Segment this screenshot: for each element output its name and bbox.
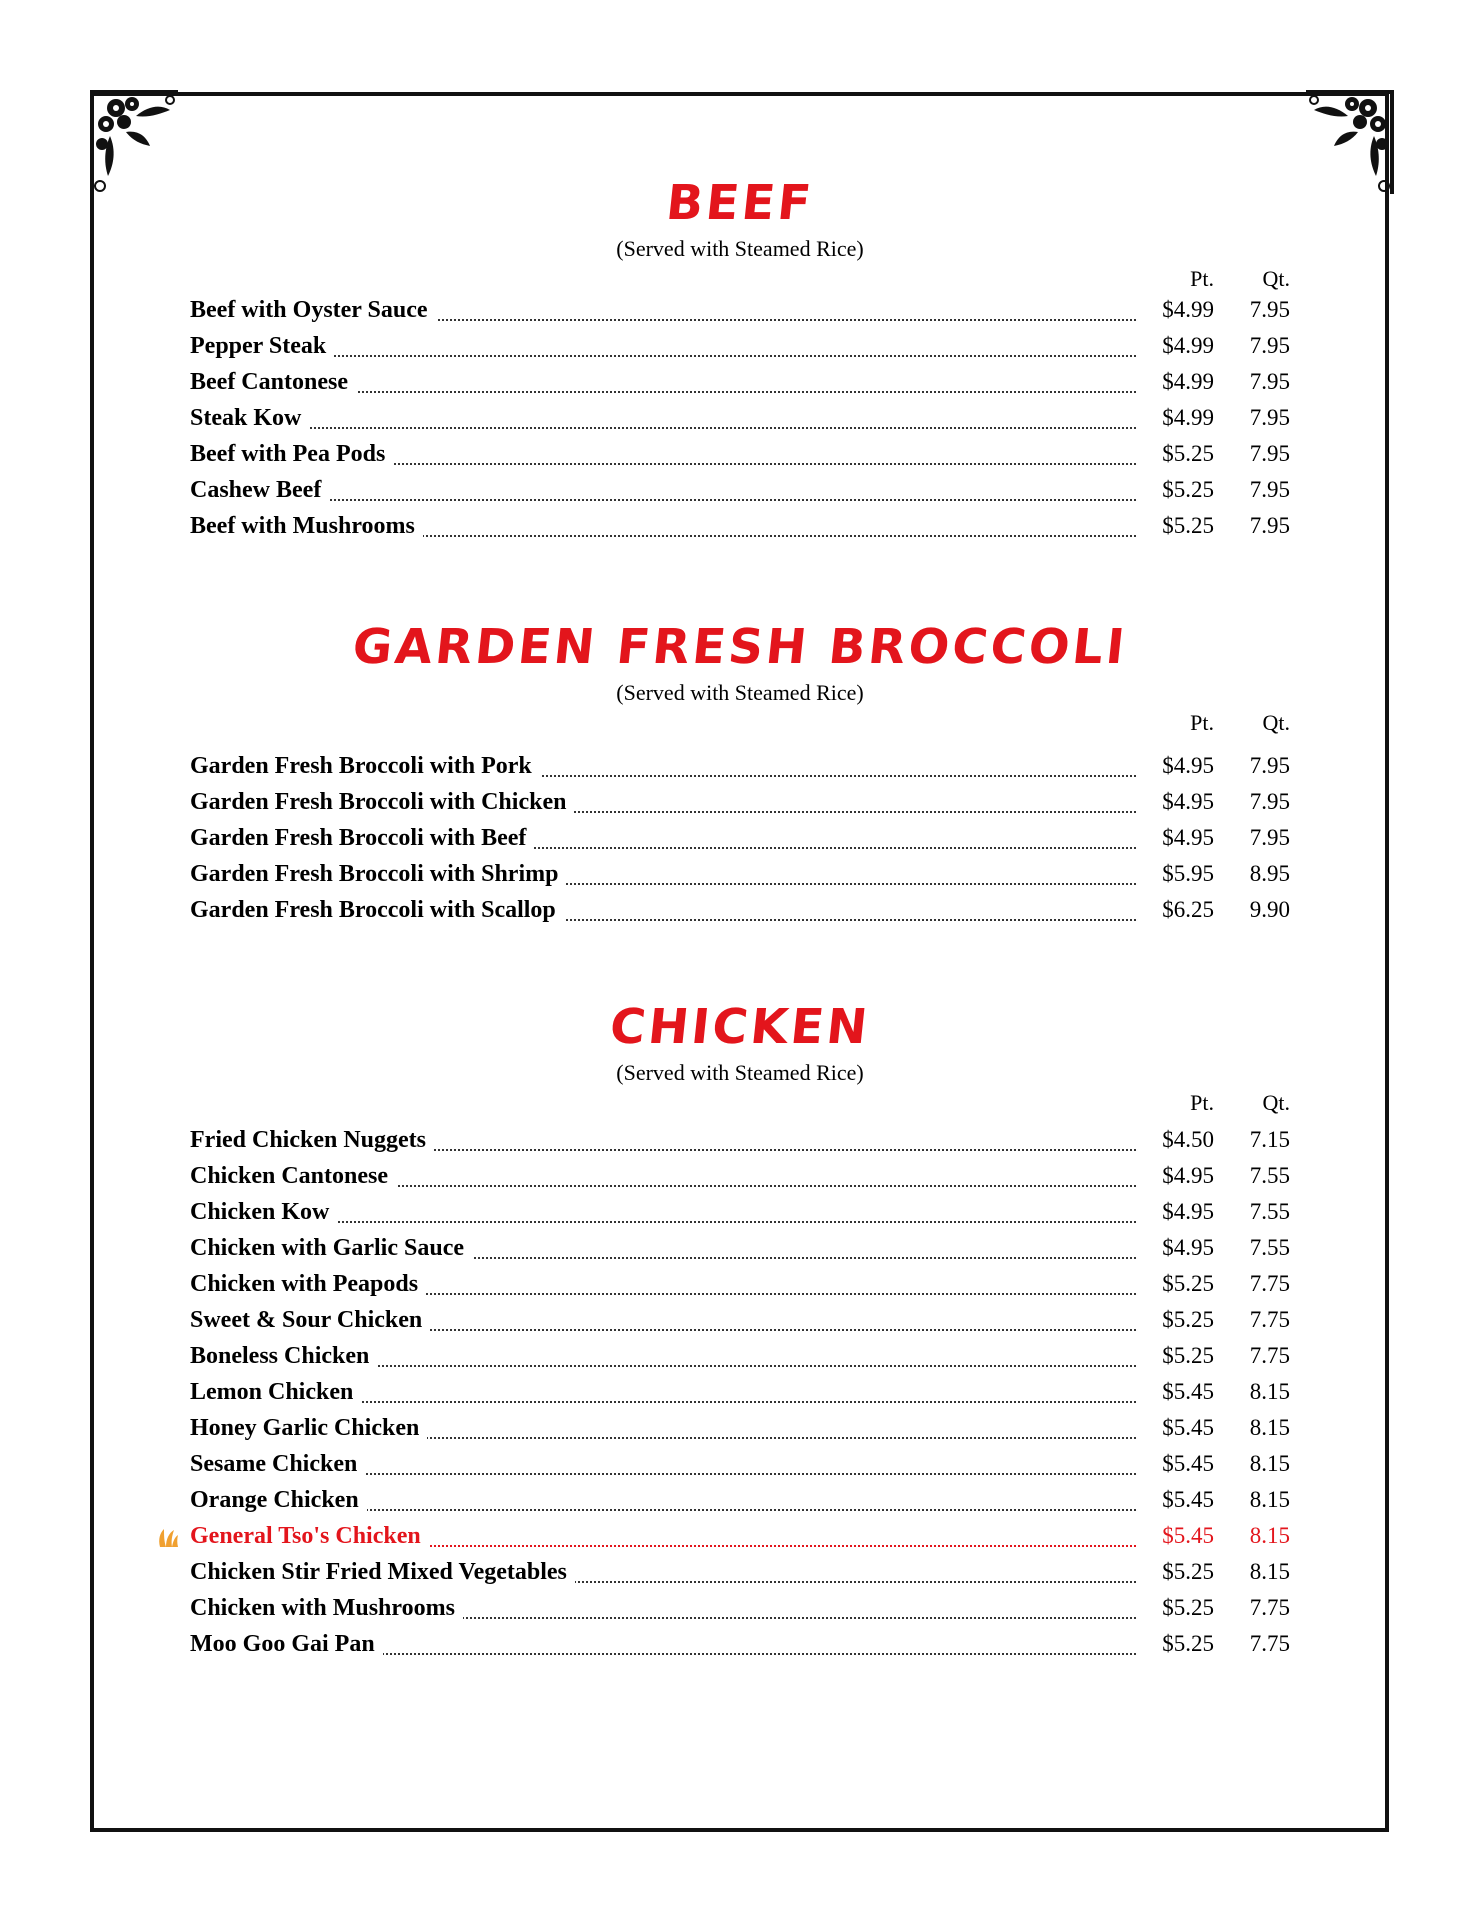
item-name — [190, 1194, 1136, 1230]
section-subtitle: (Served with Steamed Rice) — [616, 680, 864, 705]
quart-price: 7.75 — [1249, 1343, 1290, 1368]
pint-price: $5.25 — [1162, 441, 1214, 466]
quart-price: 7.95 — [1249, 513, 1290, 538]
item-name — [190, 292, 1136, 328]
item-name-text: Garden Fresh Broccoli with Shrimp — [190, 861, 566, 887]
quart-price: 8.15 — [1249, 1559, 1290, 1584]
menu-item — [190, 1122, 1290, 1158]
pint-price: $4.50 — [1162, 1127, 1214, 1152]
menu-item — [190, 1446, 1290, 1482]
item-name — [190, 1410, 1136, 1446]
quart-price: 7.95 — [1249, 789, 1290, 814]
quart-price: 8.15 — [1249, 1451, 1290, 1476]
floral-corner-icon — [86, 86, 182, 198]
item-name-text: Honey Garlic Chicken — [190, 1415, 427, 1441]
pint-price: $6.25 — [1162, 897, 1214, 922]
pint-price: $4.95 — [1162, 1163, 1214, 1188]
quart-price: 7.55 — [1249, 1235, 1290, 1260]
quart-price: 7.75 — [1249, 1631, 1290, 1656]
item-list — [190, 1122, 1290, 1662]
item-name — [190, 1122, 1136, 1158]
item-name — [190, 856, 1136, 892]
pint-column-header: Pt. — [1190, 710, 1214, 735]
menu-item — [190, 1626, 1290, 1662]
menu-item — [190, 1230, 1290, 1266]
item-name-text: Beef with Pea Pods — [190, 441, 393, 467]
item-name — [190, 748, 1136, 784]
column-headers — [190, 706, 1290, 748]
item-name — [190, 328, 1136, 364]
menu-item — [190, 1374, 1290, 1410]
item-name — [190, 1338, 1136, 1374]
quart-price: 8.15 — [1249, 1415, 1290, 1440]
item-name — [190, 1446, 1136, 1482]
item-name-text: Lemon Chicken — [190, 1379, 361, 1405]
item-list — [190, 748, 1290, 928]
quart-price: 7.55 — [1249, 1163, 1290, 1188]
item-name-text: Boneless Chicken — [190, 1343, 377, 1369]
item-name — [190, 820, 1136, 856]
item-name — [190, 1518, 1136, 1554]
column-headers — [190, 1086, 1290, 1122]
item-name — [190, 1482, 1136, 1518]
item-name — [190, 1266, 1136, 1302]
pint-column-header: Pt. — [1190, 266, 1214, 291]
quart-price: 7.95 — [1249, 753, 1290, 778]
menu-item — [190, 1590, 1290, 1626]
item-name — [190, 1626, 1136, 1662]
item-name-text: Chicken with Peapods — [190, 1271, 426, 1297]
item-name-text: Beef with Mushrooms — [190, 513, 423, 539]
pint-price: $4.99 — [1162, 405, 1214, 430]
quart-price: 8.15 — [1249, 1487, 1290, 1512]
item-name-text: Pepper Steak — [190, 333, 334, 359]
section-title: GARDEN FRESH BROCCOLI — [350, 619, 1130, 675]
item-name-text: Garden Fresh Broccoli with Scallop — [190, 897, 564, 923]
menu-item — [190, 784, 1290, 820]
pint-price: $5.25 — [1162, 1271, 1214, 1296]
item-name — [190, 364, 1136, 400]
pint-price: $4.95 — [1162, 753, 1214, 778]
pint-price: $4.95 — [1162, 1235, 1214, 1260]
pint-price: $5.45 — [1162, 1415, 1214, 1440]
item-name — [190, 1158, 1136, 1194]
item-name — [190, 892, 1136, 928]
pint-price: $5.45 — [1162, 1451, 1214, 1476]
item-name-text: Moo Goo Gai Pan — [190, 1631, 383, 1657]
item-name — [190, 400, 1136, 436]
item-name — [190, 784, 1136, 820]
item-name — [190, 1302, 1136, 1338]
pint-price: $4.95 — [1162, 825, 1214, 850]
pint-price: $4.99 — [1162, 369, 1214, 394]
menu-item — [190, 892, 1290, 928]
pint-price: $5.25 — [1162, 1631, 1214, 1656]
item-name-text: Sweet & Sour Chicken — [190, 1307, 430, 1333]
quart-column-header: Qt. — [1262, 1090, 1290, 1115]
column-headers — [190, 262, 1290, 292]
quart-price: 7.95 — [1249, 441, 1290, 466]
menu-item — [190, 1518, 1290, 1554]
quart-price: 8.15 — [1249, 1379, 1290, 1404]
item-name-text: Chicken with Mushrooms — [190, 1595, 463, 1621]
item-list — [190, 292, 1290, 544]
menu-item — [190, 328, 1290, 364]
quart-price: 7.75 — [1249, 1307, 1290, 1332]
pint-price: $5.45 — [1162, 1487, 1214, 1512]
section-title: BEEF — [663, 175, 817, 231]
section-title: CHICKEN — [607, 999, 873, 1055]
pint-price: $5.45 — [1162, 1523, 1214, 1548]
quart-price: 7.95 — [1249, 369, 1290, 394]
item-name-text: Garden Fresh Broccoli with Pork — [190, 753, 540, 779]
item-name — [190, 436, 1136, 472]
pint-price: $4.99 — [1162, 333, 1214, 358]
item-name-text: Cashew Beef — [190, 477, 329, 503]
pint-price: $5.25 — [1162, 477, 1214, 502]
dot-leader — [190, 499, 1136, 501]
quart-price: 8.15 — [1249, 1523, 1290, 1548]
menu-item — [190, 1410, 1290, 1446]
section-chicken — [190, 1000, 1290, 1662]
item-name-text: Beef with Oyster Sauce — [190, 297, 436, 323]
menu-item — [190, 472, 1290, 508]
item-name — [190, 472, 1136, 508]
menu-item — [190, 400, 1290, 436]
pint-price: $4.95 — [1162, 789, 1214, 814]
menu-item — [190, 1302, 1290, 1338]
menu-item — [190, 292, 1290, 328]
section-garden-fresh-broccoli — [190, 620, 1290, 928]
quart-price: 7.75 — [1249, 1595, 1290, 1620]
section-subtitle: (Served with Steamed Rice) — [616, 1060, 864, 1085]
spicy-pepper-icon — [156, 1525, 180, 1549]
section-subtitle: (Served with Steamed Rice) — [616, 236, 864, 261]
menu-item — [190, 748, 1290, 784]
item-name-text: Garden Fresh Broccoli with Chicken — [190, 789, 574, 815]
pint-price: $5.45 — [1162, 1379, 1214, 1404]
menu-item — [190, 1266, 1290, 1302]
item-name-text: Beef Cantonese — [190, 369, 356, 395]
item-name-text: Sesame Chicken — [190, 1451, 365, 1477]
quart-price: 9.90 — [1249, 897, 1290, 922]
item-name — [190, 1590, 1136, 1626]
item-name — [190, 1230, 1136, 1266]
item-name — [190, 508, 1136, 544]
menu-item — [190, 1554, 1290, 1590]
item-name-text: Chicken with Garlic Sauce — [190, 1235, 472, 1261]
pint-price: $5.25 — [1162, 1307, 1214, 1332]
menu-item — [190, 508, 1290, 544]
quart-price: 7.15 — [1249, 1127, 1290, 1152]
item-name-text: General Tso's Chicken — [190, 1523, 429, 1549]
item-name — [190, 1374, 1136, 1410]
pint-column-header: Pt. — [1190, 1090, 1214, 1115]
quart-column-header: Qt. — [1262, 710, 1290, 735]
quart-column-header: Qt. — [1262, 266, 1290, 291]
item-name-text: Chicken Stir Fried Mixed Vegetables — [190, 1559, 575, 1585]
section-beef — [190, 176, 1290, 544]
menu-item — [190, 1158, 1290, 1194]
pint-price: $5.25 — [1162, 1343, 1214, 1368]
pint-price: $5.95 — [1162, 861, 1214, 886]
pint-price: $5.25 — [1162, 1595, 1214, 1620]
quart-price: 7.95 — [1249, 297, 1290, 322]
quart-price: 7.95 — [1249, 333, 1290, 358]
menu-item — [190, 856, 1290, 892]
dot-leader — [190, 427, 1136, 429]
pint-price: $5.25 — [1162, 513, 1214, 538]
quart-price: 7.75 — [1249, 1271, 1290, 1296]
item-name-text: Garden Fresh Broccoli with Beef — [190, 825, 534, 851]
menu-item — [190, 820, 1290, 856]
quart-price: 7.95 — [1249, 477, 1290, 502]
pint-price: $5.25 — [1162, 1559, 1214, 1584]
quart-price: 7.95 — [1249, 825, 1290, 850]
floral-corner-icon — [1302, 86, 1398, 198]
item-name-text: Chicken Kow — [190, 1199, 337, 1225]
menu-item — [190, 364, 1290, 400]
quart-price: 7.55 — [1249, 1199, 1290, 1224]
menu-item — [190, 1338, 1290, 1374]
quart-price: 7.95 — [1249, 405, 1290, 430]
item-name-text: Fried Chicken Nuggets — [190, 1127, 434, 1153]
item-name-text: Steak Kow — [190, 405, 309, 431]
pint-price: $4.95 — [1162, 1199, 1214, 1224]
item-name — [190, 1554, 1136, 1590]
pint-price: $4.99 — [1162, 297, 1214, 322]
quart-price: 8.95 — [1249, 861, 1290, 886]
item-name-text: Orange Chicken — [190, 1487, 367, 1513]
menu-item — [190, 436, 1290, 472]
item-name-text: Chicken Cantonese — [190, 1163, 396, 1189]
menu-item — [190, 1482, 1290, 1518]
menu-item — [190, 1194, 1290, 1230]
